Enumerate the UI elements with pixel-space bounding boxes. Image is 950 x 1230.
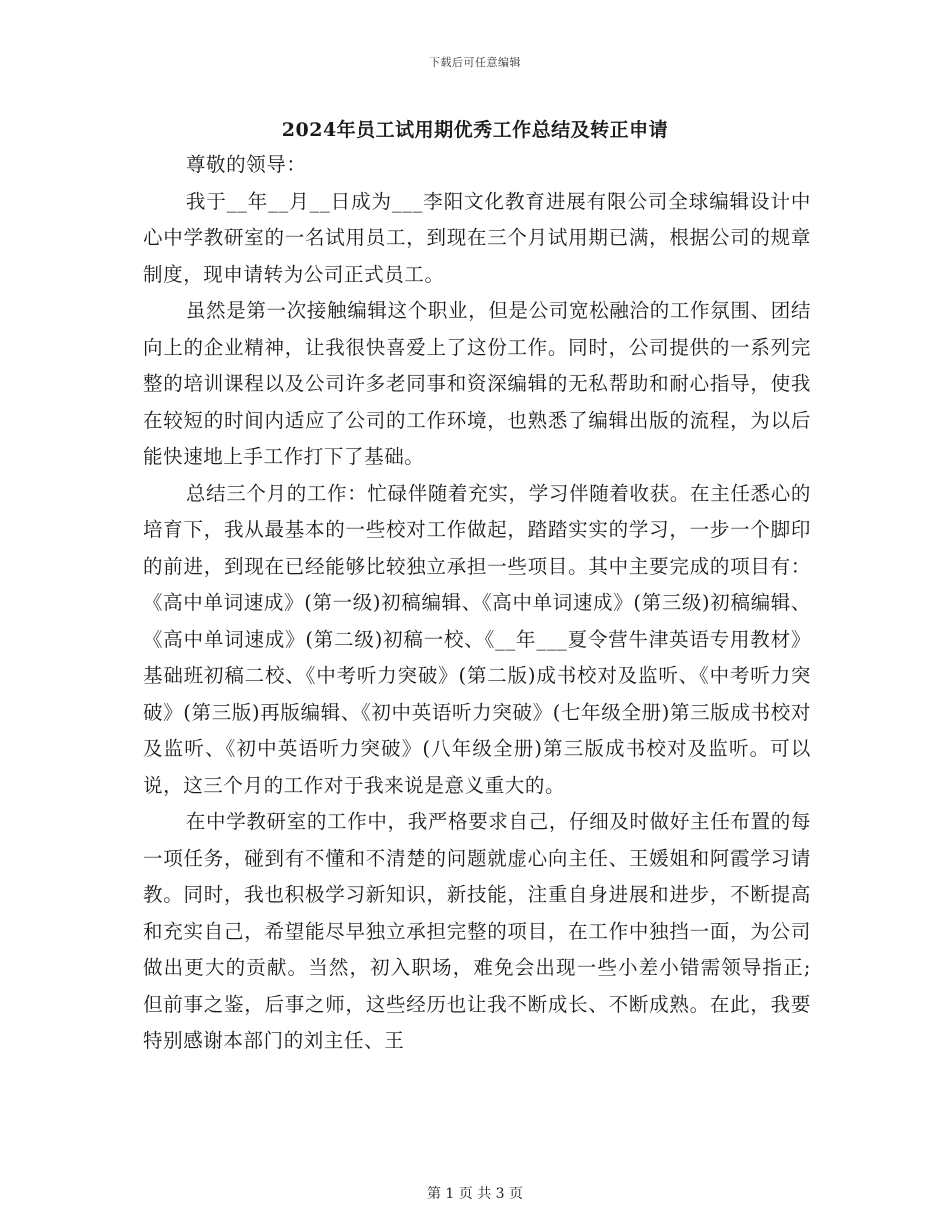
header-note: 下载后可任意编辑 [429,56,521,69]
document-body [143,147,811,1060]
paragraph: 虽然是第一次接触编辑这个职业，但是公司宽松融洽的工作氛围、团结向上的企业精神，让我很快喜爱上了这份工作。同时，公司提供的一系列完整的培训课程以及公司许多老同事和资深编辑的无私帮助和耐心指导，使我在较短的时间内适应了公司的工作环境，也熟悉了编辑出版的流程，为以后能快速地上手工作打下了基础。 [143,299,811,468]
paragraph: 总结三个月的工作：忙碌伴随着充实，学习伴随着收获。在主任悉心的培育下，我从最基本的一些校对工作做起，踏踏实实的学习，一步一个脚印的前进，到现在已经能够比较独立承担一些项目。其中主要完成的项目有：《高中单词速成》(第一级)初稿编辑、《高中单词速成》(第三级)初稿编辑、《高中单词速成》(第二级)初稿一校、《__年___夏令营牛津英语专用教材》基础班初稿二校、《中考听力突破》(第二版)成书校对及监听、《中考听力突破》(第三版)再版编辑、《初中英语听力突破》(七年级全册)第三版成书校对及监听、《初中英语听力突破》(八年级全册)第三版成书校对及监听。可以说，这三个月的工作对于我来说是意义重大的。 [143,481,811,797]
document-title: 2024年员工试用期优秀工作总结及转正申请 [281,119,669,141]
paragraph: 我于__年__月__日成为___李阳文化教育进展有限公司全球编辑设计中心中学教研室的一名试用员工，到现在三个月试用期已满，根据公司的规章制度，现申请转为公司正式员工。 [143,189,811,286]
page-indicator: 第 1 页 共 3 页 [426,1186,524,1202]
salutation: 尊敬的领导： [185,153,307,176]
paragraph: 在中学教研室的工作中，我严格要求自己，仔细及时做好主任布置的每一项任务，碰到有不懂和不清楚的问题就虚心向主任、王媛姐和阿霞学习请教。同时，我也积极学习新知识，新技能，注重自身进展和进步，不断提高和充实自己，希望能尽早独立承担完整的项目，在工作中独挡一面，为公司做出更大的贡献。当然，初入职场，难免会出现一些小差小错需领导指正;但前事之鉴，后事之师，这些经历也让我不断成长、不断成熟。在此，我要特别感谢本部门的刘主任、王 [143,810,811,1052]
